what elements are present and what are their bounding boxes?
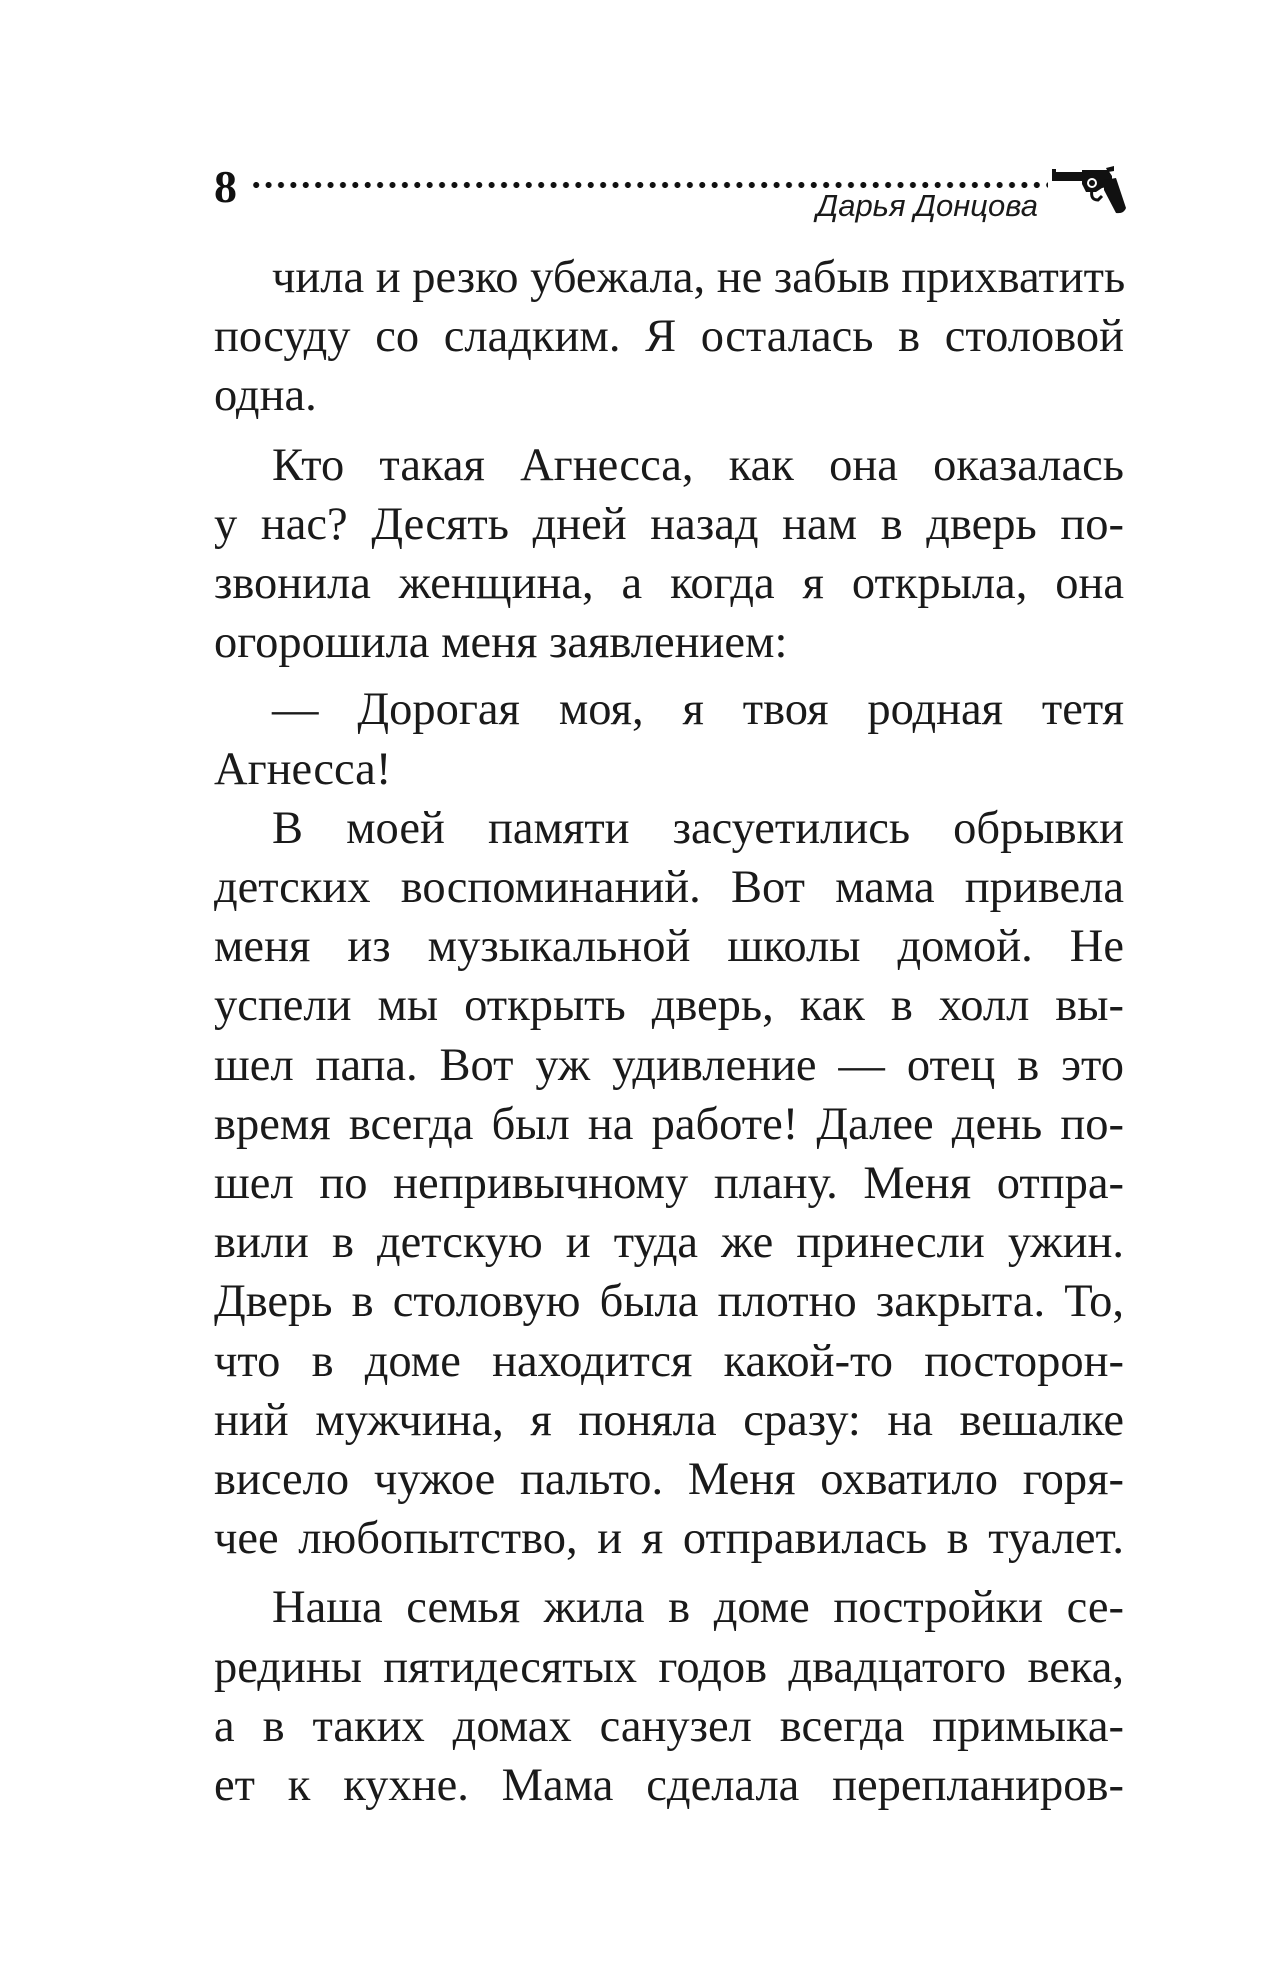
author-name: Дарья Донцова [816,188,1038,223]
paragraph [214,799,1124,1569]
text-line: детских воспоминаний. Вот мама привела [214,862,1124,914]
text-line: Наша семья жила в доме постройки се- [272,1582,1124,1634]
text-line: вили в детскую и туда же принесли ужин. [214,1217,1124,1269]
text-line: одна. [214,370,317,422]
paragraph [214,680,1124,798]
page-number: 8 [214,161,237,212]
body-text [214,248,1124,1815]
text-line: звонила женщина, а когда я открыла, она [214,558,1124,610]
paragraph [214,248,1124,426]
text-line: у нас? Десять дней назад нам в дверь по- [214,498,1124,550]
text-line: Дверь в столовую была плотно закрыта. То, [214,1276,1124,1328]
text-line: время всегда был на работе! Далее день по- [214,1098,1124,1150]
text-line: меня из музыкальной школы домой. Не [214,921,1124,973]
text-line: а в таких домах санузел всегда примыка- [214,1700,1124,1752]
text-line: посуду со сладким. Я осталась в столовой [214,311,1124,363]
text-line: что в доме находится какой-то посторон- [214,1335,1124,1387]
text-line: висело чужое пальто. Меня охватило горя- [214,1454,1124,1506]
text-line: редины пятидесятых годов двадцатого века, [214,1641,1124,1693]
text-line: огорошила меня заявлением: [214,617,788,669]
text-line: Агнесса! [214,743,392,795]
paragraph [214,1578,1124,1815]
text-line: В моей памяти засуетились обрывки [272,802,1124,854]
text-line: Кто такая Агнесса, как она оказалась [272,439,1124,491]
text-line: чила и резко убежала, не забыв прихватить [272,252,1126,303]
paragraph [214,436,1124,673]
text-line: ний мужчина, я поняла сразу: на вешалке [214,1394,1124,1446]
text-line: шел папа. Вот уж удивление — отец в это [214,1039,1124,1091]
text-line: чее любопытство, и я отправилась в туалет. [214,1513,1124,1565]
text-line: ет к кухне. Мама сделала перепланиров- [214,1760,1124,1812]
running-header [214,160,1124,240]
text-line: успели мы открыть дверь, как в холл вы- [214,980,1124,1032]
text-line: шел по непривычному плану. Меня отпра- [214,1158,1124,1210]
text-line: — Дорогая моя, я твоя родная тетя [272,684,1124,736]
revolver-icon [1052,166,1126,216]
